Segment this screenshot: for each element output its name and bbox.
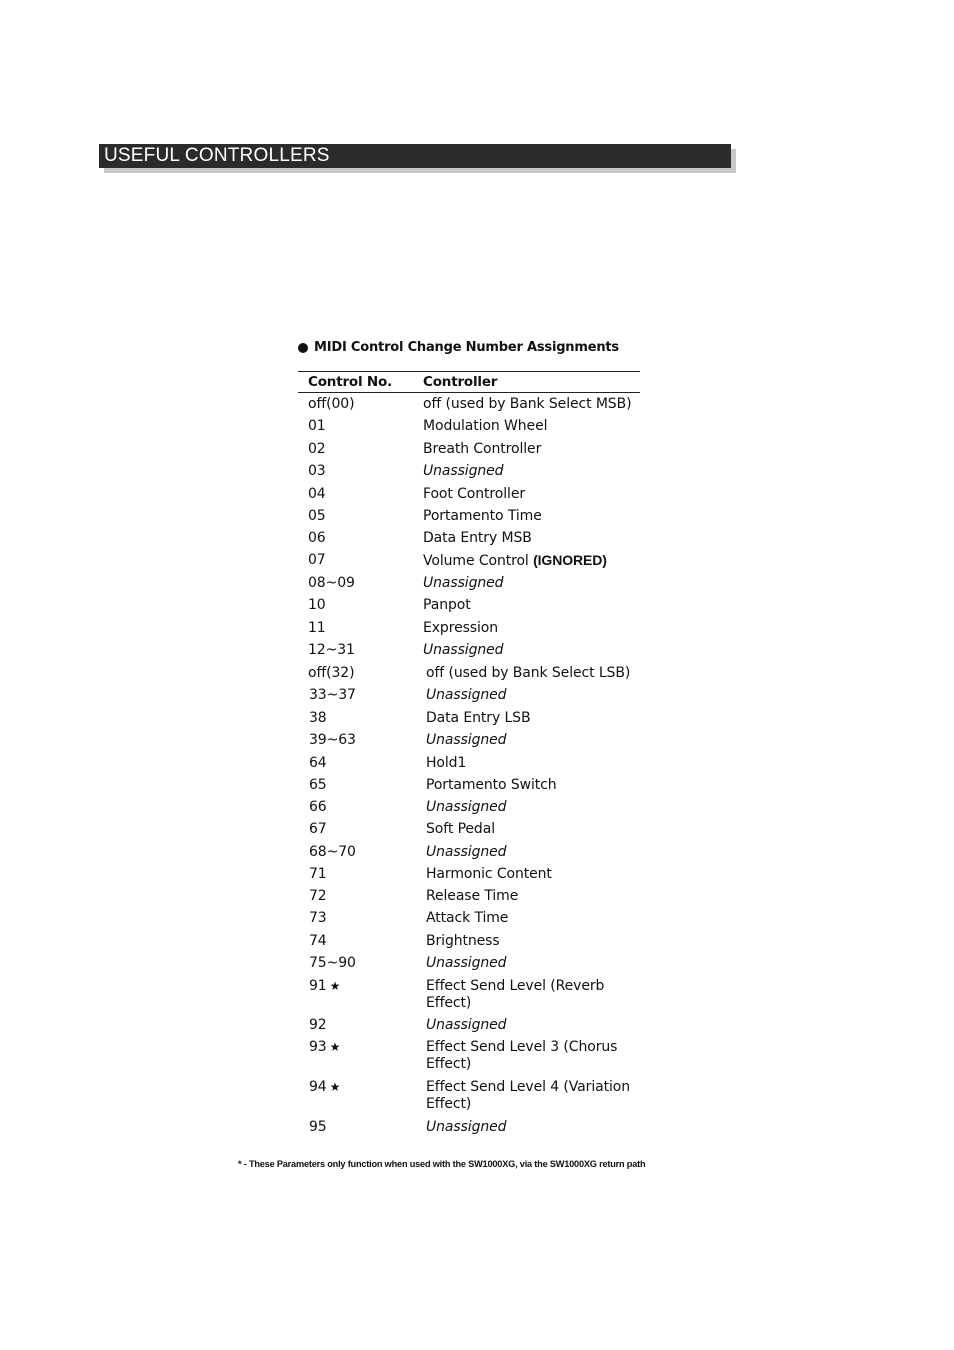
control-number-cell xyxy=(308,441,326,458)
control-number: 07 xyxy=(308,552,326,568)
controller-cell xyxy=(423,552,638,570)
controller-name: Portamento Time xyxy=(423,508,542,524)
controller-cell xyxy=(426,1119,641,1136)
control-number: 39~63 xyxy=(309,732,356,748)
controller-name: off (used by Bank Select LSB) xyxy=(426,665,631,681)
controller-name: Unassigned xyxy=(426,844,507,860)
controller-cell xyxy=(426,1039,641,1073)
control-number: 05 xyxy=(308,508,326,524)
control-number: 03 xyxy=(308,463,326,479)
section-heading xyxy=(298,340,619,355)
controller-cell xyxy=(426,665,641,682)
control-number-cell xyxy=(308,486,326,503)
control-number: 11 xyxy=(308,620,326,636)
controller-name: off (used by Bank Select MSB) xyxy=(423,396,632,412)
footnote: * - These Parameters only function when used with the SW1000XG, via the SW1000XG return path xyxy=(238,1159,646,1169)
control-number-cell xyxy=(309,910,327,927)
control-number: 01 xyxy=(308,418,326,434)
control-number: 93 xyxy=(309,1039,327,1055)
control-number-cell xyxy=(309,777,327,794)
control-number: 06 xyxy=(308,530,326,546)
controller-name: Effect Send Level 3 (Chorus Effect) xyxy=(426,1039,618,1072)
controller-cell xyxy=(426,799,641,816)
control-number: 02 xyxy=(308,441,326,457)
table-header-rule xyxy=(298,392,640,393)
control-number: 92 xyxy=(309,1017,327,1033)
controller-name: Panpot xyxy=(423,597,471,613)
control-number-cell xyxy=(308,642,355,659)
control-number-cell xyxy=(309,755,327,772)
controller-cell xyxy=(426,755,641,772)
controller-cell xyxy=(426,978,641,1012)
control-number-cell xyxy=(309,1079,340,1096)
controller-cell xyxy=(426,1017,641,1034)
controller-name: Unassigned xyxy=(426,1119,507,1135)
controller-cell xyxy=(426,687,641,704)
control-number: 95 xyxy=(309,1119,327,1135)
controller-name: Unassigned xyxy=(426,799,507,815)
control-number-cell xyxy=(309,933,327,950)
controller-cell xyxy=(423,620,638,637)
control-number: 72 xyxy=(309,888,327,904)
control-number: 66 xyxy=(309,799,327,815)
control-number: 74 xyxy=(309,933,327,949)
control-number-cell xyxy=(309,687,356,704)
controller-cell xyxy=(423,418,638,435)
control-number: 71 xyxy=(309,866,327,882)
column-header-control-no: Control No. xyxy=(308,374,393,390)
control-number: 64 xyxy=(309,755,327,771)
controller-name: Data Entry MSB xyxy=(423,530,532,546)
controller-name: Brightness xyxy=(426,933,500,949)
control-number-cell xyxy=(309,1039,340,1056)
control-number: 10 xyxy=(308,597,326,613)
page-title-banner: USEFUL CONTROLLERS xyxy=(99,144,731,168)
section-heading-text: MIDI Control Change Number Assignments xyxy=(314,340,619,355)
controller-name: Modulation Wheel xyxy=(423,418,548,434)
controller-cell xyxy=(426,1079,641,1113)
controller-cell xyxy=(426,866,641,883)
controller-name: Harmonic Content xyxy=(426,866,552,882)
control-number-cell xyxy=(309,978,340,995)
controller-name: Effect Send Level (Reverb Effect) xyxy=(426,978,605,1011)
controller-cell xyxy=(426,933,641,950)
control-number-cell xyxy=(309,710,327,727)
control-number-cell xyxy=(309,821,327,838)
controller-name: Unassigned xyxy=(426,1017,507,1033)
controller-name: Unassigned xyxy=(423,575,504,591)
controller-name: Unassigned xyxy=(423,642,504,658)
control-number: 68~70 xyxy=(309,844,356,860)
control-number: 91 xyxy=(309,978,327,994)
controller-cell xyxy=(423,441,638,458)
control-number-cell xyxy=(309,732,356,749)
control-number: 08~09 xyxy=(308,575,355,591)
control-number-cell xyxy=(309,955,356,972)
control-number-cell xyxy=(308,463,326,480)
ignored-note: (IGNORED) xyxy=(533,552,607,568)
controller-cell xyxy=(426,844,641,861)
control-number: 67 xyxy=(309,821,327,837)
controller-name: Soft Pedal xyxy=(426,821,495,837)
controller-cell xyxy=(423,508,638,525)
control-number-cell xyxy=(308,665,354,682)
controller-name: Unassigned xyxy=(426,732,507,748)
control-number: 04 xyxy=(308,486,326,502)
controller-cell xyxy=(426,732,641,749)
control-number-cell xyxy=(309,799,327,816)
control-number: 73 xyxy=(309,910,327,926)
controller-name: Release Time xyxy=(426,888,519,904)
controller-cell xyxy=(426,710,641,727)
star-icon: ★ xyxy=(329,1080,341,1094)
controller-name: Unassigned xyxy=(426,687,507,703)
controller-cell xyxy=(426,821,641,838)
controller-cell xyxy=(426,777,641,794)
controller-name: Volume Control xyxy=(423,553,534,569)
control-number-cell xyxy=(309,844,356,861)
controller-name: Expression xyxy=(423,620,498,636)
column-header-controller: Controller xyxy=(423,374,498,390)
controller-name: Hold1 xyxy=(426,755,467,771)
controller-cell xyxy=(423,463,638,480)
control-number: 33~37 xyxy=(309,687,356,703)
controller-cell xyxy=(423,642,638,659)
controller-cell xyxy=(426,910,641,927)
controller-name: Attack Time xyxy=(426,910,509,926)
controller-cell xyxy=(426,888,641,905)
control-number: 94 xyxy=(309,1079,327,1095)
control-number-cell xyxy=(308,552,326,569)
control-number-cell xyxy=(308,396,354,413)
control-number-cell xyxy=(308,418,326,435)
control-number-cell xyxy=(308,597,326,614)
control-number: 38 xyxy=(309,710,327,726)
controller-name: Unassigned xyxy=(423,463,504,479)
control-number: 65 xyxy=(309,777,327,793)
controller-name: Breath Controller xyxy=(423,441,542,457)
controller-cell xyxy=(423,530,638,547)
control-number-cell xyxy=(308,575,355,592)
controller-name: Foot Controller xyxy=(423,486,525,502)
controller-cell xyxy=(423,575,638,592)
controller-name: Effect Send Level 4 (Variation Effect) xyxy=(426,1079,630,1112)
control-number-cell xyxy=(309,1119,327,1136)
controller-cell xyxy=(423,597,638,614)
control-number-cell xyxy=(309,1017,327,1034)
control-number-cell xyxy=(309,866,327,883)
control-number-cell xyxy=(308,620,326,637)
star-icon: ★ xyxy=(329,979,341,993)
controller-name: Portamento Switch xyxy=(426,777,557,793)
controller-cell xyxy=(423,486,638,503)
control-number-cell xyxy=(308,508,326,525)
control-number: 75~90 xyxy=(309,955,356,971)
control-number-cell xyxy=(308,530,326,547)
control-number-cell xyxy=(309,888,327,905)
controller-cell xyxy=(426,955,641,972)
bullet-icon xyxy=(298,343,308,353)
star-icon: ★ xyxy=(329,1040,341,1054)
controller-cell xyxy=(423,396,638,413)
controller-name: Unassigned xyxy=(426,955,507,971)
control-number: 12~31 xyxy=(308,642,355,658)
control-number: off(00) xyxy=(308,396,355,412)
controller-name: Data Entry LSB xyxy=(426,710,531,726)
control-number: off(32) xyxy=(308,665,355,681)
